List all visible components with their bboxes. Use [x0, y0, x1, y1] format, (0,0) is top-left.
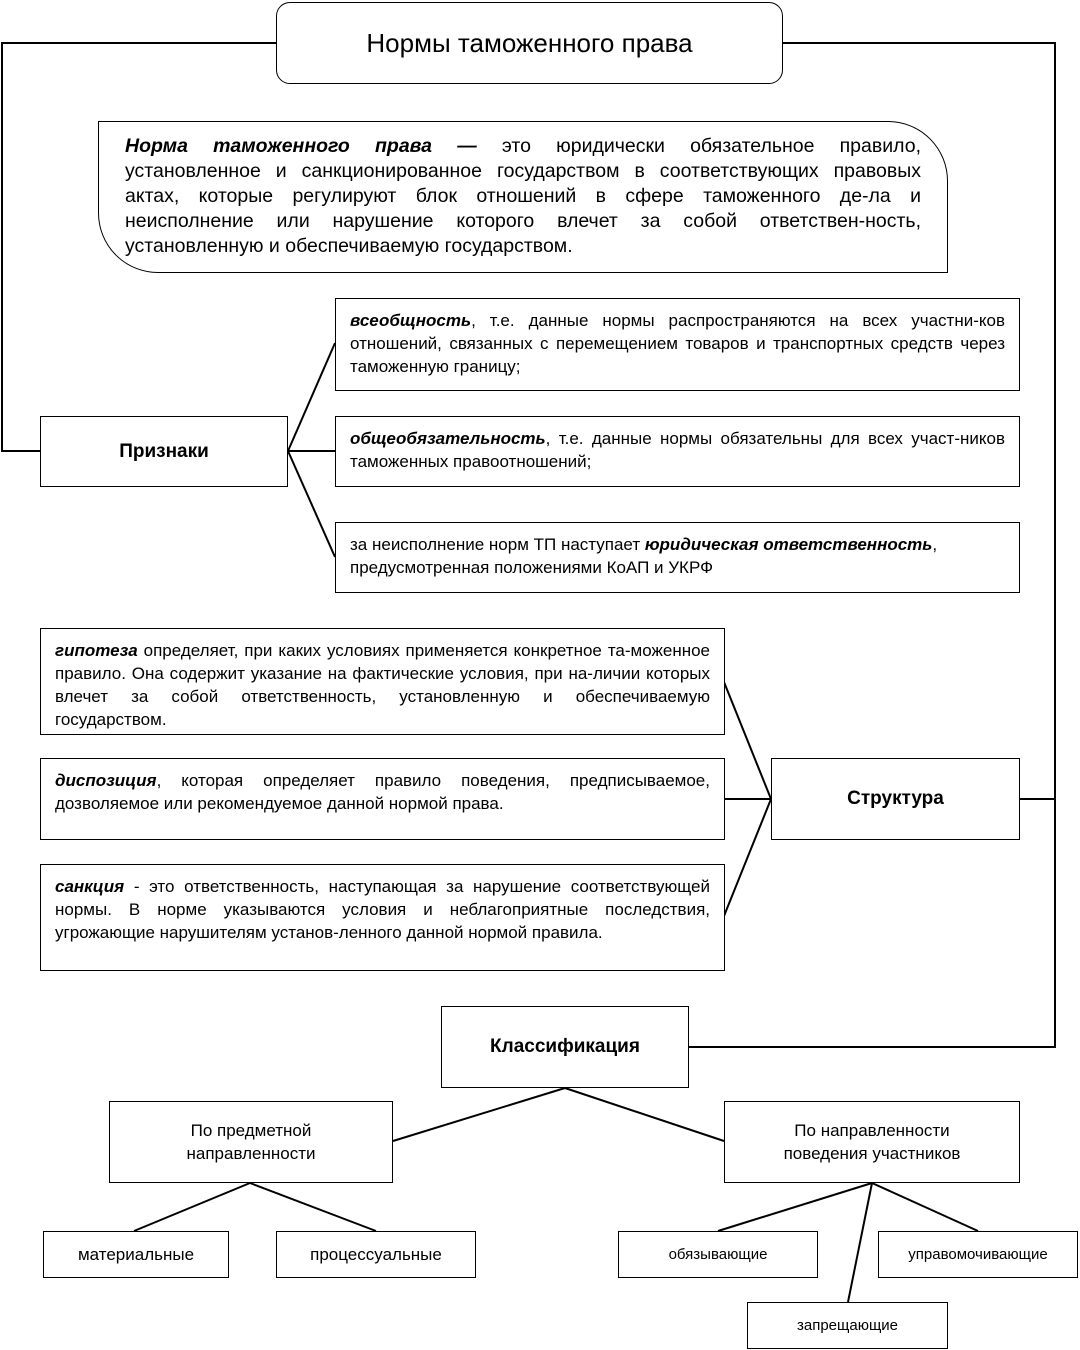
- leaf-empowering: [878, 1231, 1078, 1278]
- class-by-behavior: [724, 1101, 1020, 1183]
- leaf-obligating: [618, 1231, 818, 1278]
- connector-structure-3: [724, 799, 771, 916]
- leaf-label: материальные: [77, 1244, 195, 1264]
- structure-term: диспозиция: [55, 771, 157, 790]
- sign-text: , предусмотренная положениями КоАП и УКРФ: [350, 535, 938, 577]
- sign-universality: [335, 298, 1020, 391]
- leaf-procedural: [276, 1231, 476, 1278]
- sign-text: , т.е. данные нормы обязательны для всех участ-ников таможенных правоотношений;: [350, 429, 1005, 471]
- sign-text: , т.е. данные нормы распространяются на всех участни-ков отношений, связанных с перемещением товаров и транспортных средств через таможенную границу;: [350, 311, 1005, 376]
- structure-disposition: [40, 758, 725, 840]
- structure-label: Структура: [847, 788, 944, 809]
- connector-structure-1: [724, 682, 771, 799]
- sign-liability: [335, 522, 1020, 593]
- sign-term: всеобщность: [350, 311, 472, 330]
- leaf-prohibiting: [747, 1302, 948, 1349]
- connector-behavior-oblig: [718, 1183, 872, 1231]
- connector-subject-material: [134, 1183, 250, 1231]
- connector-subject-process: [250, 1183, 376, 1231]
- connector-signs-3: [288, 451, 335, 557]
- connector-class-subject: [393, 1088, 565, 1141]
- class-by-subject-label: По предметной направленности: [186, 1121, 316, 1163]
- connector-behavior-empower: [872, 1183, 978, 1231]
- class-by-subject: [109, 1101, 393, 1183]
- structure-sanction: [40, 864, 725, 971]
- structure-hypothesis: [40, 628, 725, 735]
- definition-text: это юридически обязательное правило, установленное и санкционированное государством в соответствующих правовых актах, которые регулируют блок отношений в сфере таможенного де-ла и неисполнение или нарушение которого влечет за собой ответствен-ность, установленную и обеспечиваемую государством.: [125, 135, 921, 257]
- connector-class-behavior: [565, 1088, 724, 1141]
- signs-label-box: [40, 416, 288, 487]
- signs-label: Признаки: [119, 440, 209, 462]
- class-by-behavior-label: По направленности поведения участников: [783, 1121, 961, 1163]
- definition-term: Норма таможенного права —: [125, 135, 477, 157]
- structure-term: санкция: [55, 877, 125, 896]
- leaf-label: запрещающие: [796, 1317, 899, 1334]
- leaf-label: управомочивающие: [908, 1246, 1048, 1263]
- structure-text: определяет, при каких условиях применяется конкретное та-моженное правило. Она содержит указание на фактические условия, при на-личии которых влечет за собой ответственность, установленную и обеспечиваемую государством.: [55, 641, 710, 729]
- sign-term: общеобязательность: [350, 429, 546, 448]
- structure-text: , которая определяет правило поведения, предписываемое, дозволяемое или рекомендуемое данной нормой права.: [55, 771, 710, 813]
- sign-pre: за неисполнение норм ТП наступает: [350, 535, 645, 554]
- leaf-material: [43, 1231, 229, 1278]
- leaf-label: процессуальные: [310, 1244, 442, 1264]
- structure-text: - это ответственность, наступающая за нарушение соответствующей нормы. В норме указываются условия и неблагоприятные последствия, угрожающие нарушителям установ-ленного данной нормой правила.: [55, 877, 710, 942]
- connector-signs-1: [288, 343, 335, 451]
- structure-label-box: [771, 758, 1020, 840]
- connector-behavior-prohibit: [848, 1183, 872, 1302]
- classification-label: Классификация: [490, 1036, 640, 1057]
- classification-label-box: [441, 1006, 689, 1088]
- structure-term: гипотеза: [55, 641, 138, 660]
- sign-obligatoriness: [335, 416, 1020, 487]
- leaf-label: обязывающие: [668, 1246, 768, 1263]
- sign-term: юридическая ответственность: [644, 535, 933, 554]
- diagram-title: Нормы таможенного права: [276, 2, 783, 84]
- definition-box: [98, 121, 948, 273]
